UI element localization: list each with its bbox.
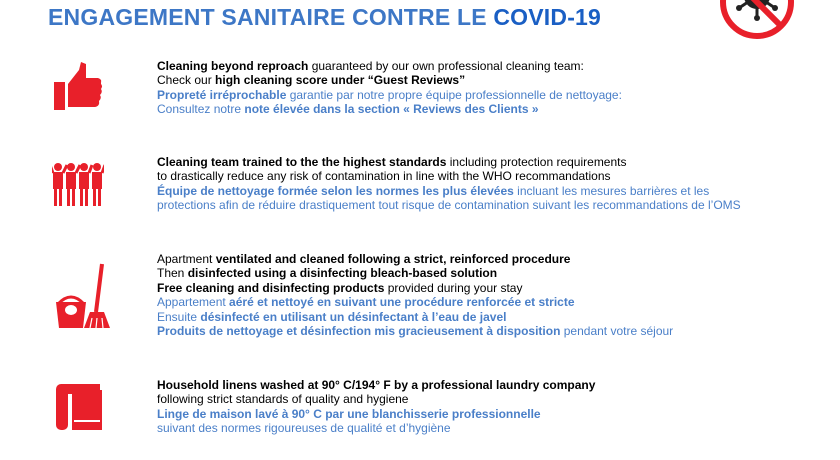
text-segment: Free cleaning and disinfecting products (157, 280, 385, 295)
text-segment: Produits de nettoyage et désinfection mis gracieusement à disposition (157, 324, 561, 339)
page-title (48, 4, 601, 31)
towel-icon (54, 382, 110, 432)
text-line (157, 169, 741, 183)
text-segment: Linge de maison lavé à 90° C par une blanchisserie professionnelle (157, 406, 541, 421)
text-segment: Then (157, 266, 188, 281)
text-segment: Apartment (157, 252, 216, 266)
text-segment: to drastically reduce any risk of contamination in line with the WHO recommandations (157, 169, 611, 184)
text-segment: désinfecté en utilisant un désinfectant à l’eau de javel (200, 309, 507, 324)
text-segment: Appartement (157, 295, 230, 310)
text-segment: Propreté irréprochable (157, 87, 287, 102)
team-icon (52, 163, 104, 207)
text-segment: Équipe de nettoyage formée selon les normes les plus élevées (157, 183, 514, 198)
text-segment: protections afin de réduire drastiquement tout risque de contamination suivant les recommandations de l’OMS (157, 198, 741, 213)
text-line (157, 407, 595, 421)
text-line (157, 184, 741, 198)
title-main: ENGAGEMENT SANITAIRE CONTRE LE (48, 4, 487, 30)
text-segment: garantie par notre propre équipe professionnelle de nettoyage: (286, 87, 622, 102)
section-ventilation (157, 252, 673, 338)
text-line (157, 252, 673, 266)
text-segment: Ensuite (157, 309, 201, 324)
text-segment: guaranteed by our own professional cleaning team: (308, 59, 584, 73)
bucket-mop-icon (54, 262, 116, 332)
text-segment: Cleaning beyond reproach (157, 59, 309, 73)
text-segment: suivant des normes rigoureuses de qualité et d’hygiène (157, 421, 451, 436)
text-line (157, 295, 673, 309)
text-segment: ventilated and cleaned following a strict, reinforced procedure (215, 252, 571, 266)
text-segment: aéré et nettoyé en suivant une procédure renforcée et stricte (229, 295, 575, 310)
text-segment: high cleaning score under “Guest Reviews” (215, 73, 466, 88)
text-line (157, 73, 622, 87)
section-linens (157, 378, 595, 436)
text-segment: incluant les mesures barrières et les (513, 183, 710, 198)
text-line (157, 102, 622, 116)
text-line (157, 198, 741, 212)
text-line (157, 59, 622, 73)
text-line (157, 310, 673, 324)
text-segment: pendant votre séjour (560, 324, 674, 339)
text-segment: following strict standards of quality and hygiene (157, 392, 409, 407)
section-cleaning (157, 59, 622, 117)
text-segment: Household linens washed at 90° C/194° F by a professional laundry company (157, 378, 596, 392)
text-line (157, 155, 741, 169)
section-team (157, 155, 741, 213)
title-accent: COVID-19 (493, 4, 602, 30)
text-segment: Consultez notre (157, 102, 245, 117)
text-line (157, 421, 595, 435)
text-segment: note élevée dans la section « Reviews des Clients » (244, 102, 539, 117)
text-line (157, 392, 595, 406)
no-covid-icon (717, 0, 797, 44)
text-line (157, 378, 595, 392)
text-segment: disinfected using a disinfecting bleach-based solution (187, 266, 498, 281)
text-segment: including protection requirements (446, 155, 627, 169)
text-line (157, 88, 622, 102)
text-segment: Check our (157, 73, 216, 88)
text-line (157, 281, 673, 295)
thumbs-up-icon (52, 62, 104, 112)
text-segment: Cleaning team trained to the the highest standards (157, 155, 447, 169)
text-segment: provided during your stay (384, 280, 523, 295)
text-line (157, 266, 673, 280)
text-line (157, 324, 673, 338)
